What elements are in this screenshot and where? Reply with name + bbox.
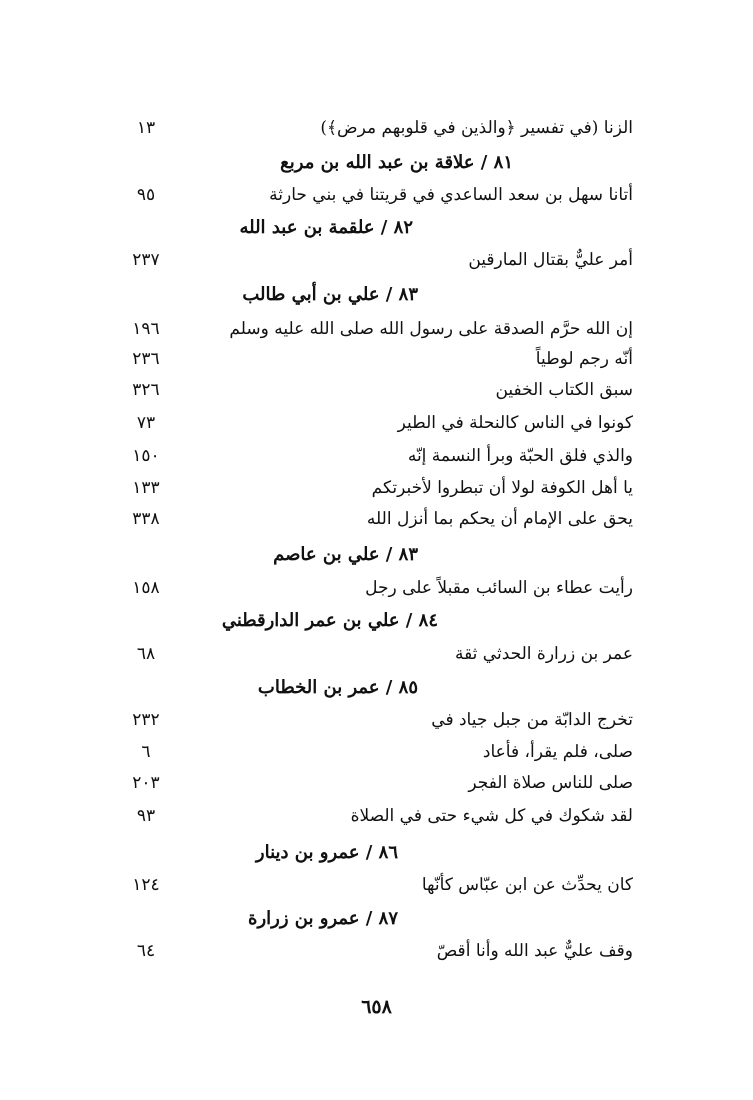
heading-title: ٨٦ / عمرو بن دينار (255, 842, 398, 863)
entry-text: لقد شكوك في كل شيء حتى في الصلاة (350, 806, 633, 826)
heading-title: ٨٥ / عمر بن الخطاب (257, 677, 418, 698)
index-heading (0, 147, 753, 179)
entry-text: أنّه رجم لوطياً (535, 349, 633, 369)
index-entry (0, 572, 753, 604)
index-entry (0, 503, 753, 535)
heading-title: ٨٤ / علي بن عمر الدارقطني (221, 610, 438, 631)
entry-page-number: ١٣ (136, 118, 156, 138)
index-heading (0, 212, 753, 244)
index-entry (0, 407, 753, 439)
entry-page-number: ٦٨ (136, 644, 156, 664)
index-entry (0, 374, 753, 406)
entry-text: سبق الكتاب الخفين (495, 380, 633, 400)
entry-text: يا أهل الكوفة لولا أن تبطروا لأخبرتكم (371, 478, 633, 498)
entry-page-number: ٢٠٣ (132, 773, 160, 793)
index-entry (0, 179, 753, 211)
entry-page-number: ٩٣ (136, 806, 156, 826)
index-entry (0, 440, 753, 472)
index-entry (0, 800, 753, 832)
entry-text: رأيت عطاء بن السائب مقبلاً على رجل (365, 578, 633, 598)
entry-page-number: ١٣٣ (132, 478, 160, 498)
index-entry (0, 638, 753, 670)
index-entry (0, 767, 753, 799)
entry-page-number: ٢٣٦ (132, 349, 160, 369)
entry-text: أمر عليٌّ بقتال المارقين (468, 250, 633, 270)
entry-page-number: ٢٣٢ (132, 710, 160, 730)
index-entry (0, 472, 753, 504)
entry-page-number: ٣٣٨ (132, 509, 160, 529)
entry-text: كونوا في الناس كالنحلة في الطير (397, 413, 633, 433)
heading-title: ٨١ / علاقة بن عبد الله بن مربع (280, 152, 513, 173)
entry-page-number: ٧٣ (136, 413, 156, 433)
entry-page-number: ٦ (141, 742, 151, 762)
entry-page-number: ١٢٤ (132, 875, 160, 895)
entry-text: عمر بن زرارة الحدثي ثقة (454, 644, 633, 664)
index-heading (0, 672, 753, 704)
entry-page-number: ٣٢٦ (132, 380, 160, 400)
index-entry (0, 935, 753, 967)
entry-page-number: ١٥٠ (132, 446, 160, 466)
entry-text: إن الله حرَّم الصدقة على رسول الله صلى الله عليه وسلم (229, 319, 633, 339)
index-entry (0, 313, 753, 345)
index-heading (0, 903, 753, 935)
index-heading (0, 837, 753, 869)
index-entry (0, 112, 753, 144)
page-number: ٦٥٨ (361, 996, 392, 1018)
entry-page-number: ٦٤ (136, 941, 156, 961)
index-entry (0, 736, 753, 768)
index-entry (0, 343, 753, 375)
entry-text: تخرج الدابّة من جبل جياد في (431, 710, 633, 730)
entry-text: صلى، فلم يقرأ، فأعاد (482, 742, 633, 762)
index-heading (0, 539, 753, 571)
heading-title: ٨٢ / علقمة بن عبد الله (239, 217, 413, 238)
entry-page-number: ١٥٨ (132, 578, 160, 598)
index-entry (0, 244, 753, 276)
index-entry (0, 704, 753, 736)
entry-text: يحق على الإمام أن يحكم بما أنزل الله (366, 509, 633, 529)
entry-page-number: ١٩٦ (132, 319, 160, 339)
entry-text: وقف عليٌّ عبد الله وأنا أقصّ (436, 941, 633, 961)
index-heading (0, 279, 753, 311)
heading-title: ٨٧ / عمرو بن زرارة (248, 908, 398, 929)
heading-title: ٨٣ / علي بن عاصم (273, 544, 418, 565)
entry-text: والذي فلق الحبّة وبرأ النسمة إنّه (407, 446, 633, 466)
entry-text: الزنا (في تفسير ﴿والذين في قلوبهم مرض﴾) (320, 118, 633, 138)
index-heading (0, 605, 753, 637)
entry-text: كان يحدِّث عن ابن عبّاس كأنّها (421, 875, 633, 895)
index-entry (0, 869, 753, 901)
entry-page-number: ٩٥ (136, 185, 156, 205)
entry-page-number: ٢٣٧ (132, 250, 160, 270)
heading-title: ٨٣ / علي بن أبي طالب (242, 284, 418, 305)
entry-text: صلى للناس صلاة الفجر (468, 773, 633, 793)
entry-text: أتانا سهل بن سعد الساعدي في قريتنا في بني حارثة (269, 185, 633, 205)
